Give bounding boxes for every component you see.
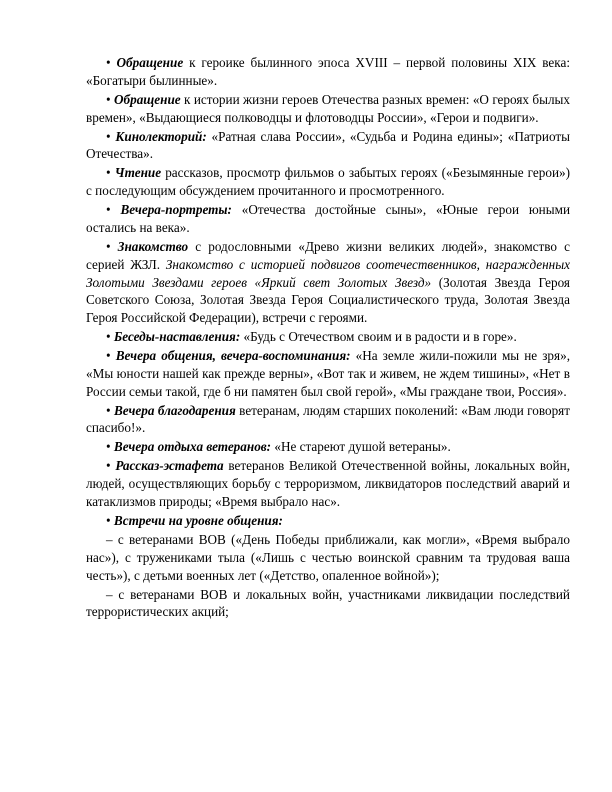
paragraph-text: к истории жизни героев Отечества разных времен: «О героях былых времен», «Выдающиеся полководцы и флотоводцы России», «Герои и подвиги». — [86, 91, 570, 125]
bullet-marker: • — [106, 55, 111, 70]
paragraph-gratitude-evenings — [86, 402, 570, 438]
paragraph-meetings-local-wars — [86, 586, 570, 622]
paragraph-lead: Вечера отдыха ветеранов: — [113, 439, 272, 455]
paragraph-lead: Вечера благодарения — [114, 402, 236, 418]
paragraph-epic-heroics — [86, 54, 570, 90]
bullet-marker: • — [106, 128, 111, 144]
dash-marker: – — [106, 586, 113, 602]
paragraph-reading — [86, 164, 570, 200]
paragraph-film-lecture — [86, 128, 570, 164]
paragraph-italic-text: Знакомство с историей подвигов соотечественников, награжденных Золотыми Звездами героев «Яркий свет Золотых Звезд» — [86, 256, 570, 290]
paragraph-text: «На земле жили-пожили мы не зря», «Мы юности нашей как прежде верны», «Вот так и живем, не ждем тишины», «Нет в России семьи такой, где б ни памятен был свой герой», «Мы граждане твои, Россия». — [86, 348, 570, 399]
paragraph-acquaintance — [86, 238, 570, 327]
paragraph-lead: Рассказ-эстафета — [115, 458, 224, 474]
bullet-marker: • — [106, 165, 111, 181]
paragraph-text: «Отечества достойные сыны», «Юные герои юными остались на века». — [86, 202, 570, 235]
paragraph-memory-evenings — [86, 347, 570, 400]
paragraph-text: ветеранов Великой Отечественной войны, локальных войн, людей, осуществляющих борьбу с терроризмом, ликвидаторов последствий аварий и катаклизмов природы; «Время выбрало нас». — [86, 458, 570, 509]
paragraph-text: «Будь с Отечеством своим и в радости и в горе». — [240, 329, 517, 345]
paragraph-tail-text: (Золотая Звезда Героя Советского Союза, Золотая Звезда Героя Социалистического труда, Золотая Звезда Героя Российской Федерации), встречи с героями. — [86, 274, 570, 326]
paragraph-lead: Чтение — [114, 165, 162, 181]
paragraph-meetings-wwii — [86, 531, 570, 584]
document-page — [86, 54, 570, 622]
paragraph-lead: Беседы-наставления: — [113, 329, 241, 345]
dash-marker: – — [106, 531, 113, 547]
paragraph-lead: Вечера-портреты: — [120, 202, 232, 218]
paragraph-portrait-evenings — [86, 201, 570, 237]
bullet-marker: • — [106, 329, 111, 345]
paragraph-talks — [86, 328, 570, 346]
bullet-marker: • — [106, 238, 111, 254]
paragraph-lead: Обращение — [114, 91, 181, 107]
paragraph-lead: Кинолекторий: — [115, 128, 207, 144]
bullet-marker: • — [106, 91, 111, 107]
paragraph-heroes-history — [86, 91, 570, 127]
paragraph-text: с родословными «Древо жизни великих людей», знакомство с серией ЖЗЛ. — [86, 238, 571, 272]
paragraph-lead: Знакомство — [117, 238, 189, 254]
paragraph-text: с ветеранами ВОВ («День Победы приближали, как могли», «Время выбрало нас»), с тружениками тыла («Лишь с честью воинской сравним та трудовая ваша честь»), с детьми военных лет («Детство, опаленное войной»); — [86, 531, 570, 583]
paragraph-lead: Вечера общения, вечера-воспоминания: — [115, 348, 351, 364]
paragraph-text: ветеранам, людям старших поколений: «Вам люди говорят спасибо!». — [86, 402, 571, 436]
paragraph-meetings — [86, 512, 570, 530]
paragraph-lead: Обращение — [116, 55, 184, 70]
bullet-marker: • — [106, 512, 111, 528]
paragraph-text: «Не стареют душой ветераны». — [271, 439, 451, 455]
bullet-marker: • — [106, 348, 111, 364]
paragraph-story-relay — [86, 457, 570, 510]
paragraph-text: с ветеранами ВОВ и локальных войн, участниками ликвидации последствий террористических акций; — [86, 586, 570, 620]
bullet-marker: • — [106, 402, 111, 418]
bullet-marker: • — [106, 439, 111, 455]
paragraph-text: к героике былинного эпоса XVIII – первой половины XIX века: «Богатыри былинные». — [86, 55, 571, 88]
paragraph-text: «Ратная слава России», «Судьба и Родина едины»; «Патриоты Отечества». — [86, 128, 571, 162]
paragraph-veterans-rest — [86, 438, 570, 456]
paragraph-text: рассказов, просмотр фильмов о забытых героях («Безымянные герои») с последующим обсуждением прочитанного и просмотренного. — [86, 165, 570, 199]
bullet-marker: • — [106, 202, 111, 218]
paragraph-lead: Встречи на уровне общения: — [113, 512, 283, 528]
bullet-marker: • — [106, 458, 111, 474]
